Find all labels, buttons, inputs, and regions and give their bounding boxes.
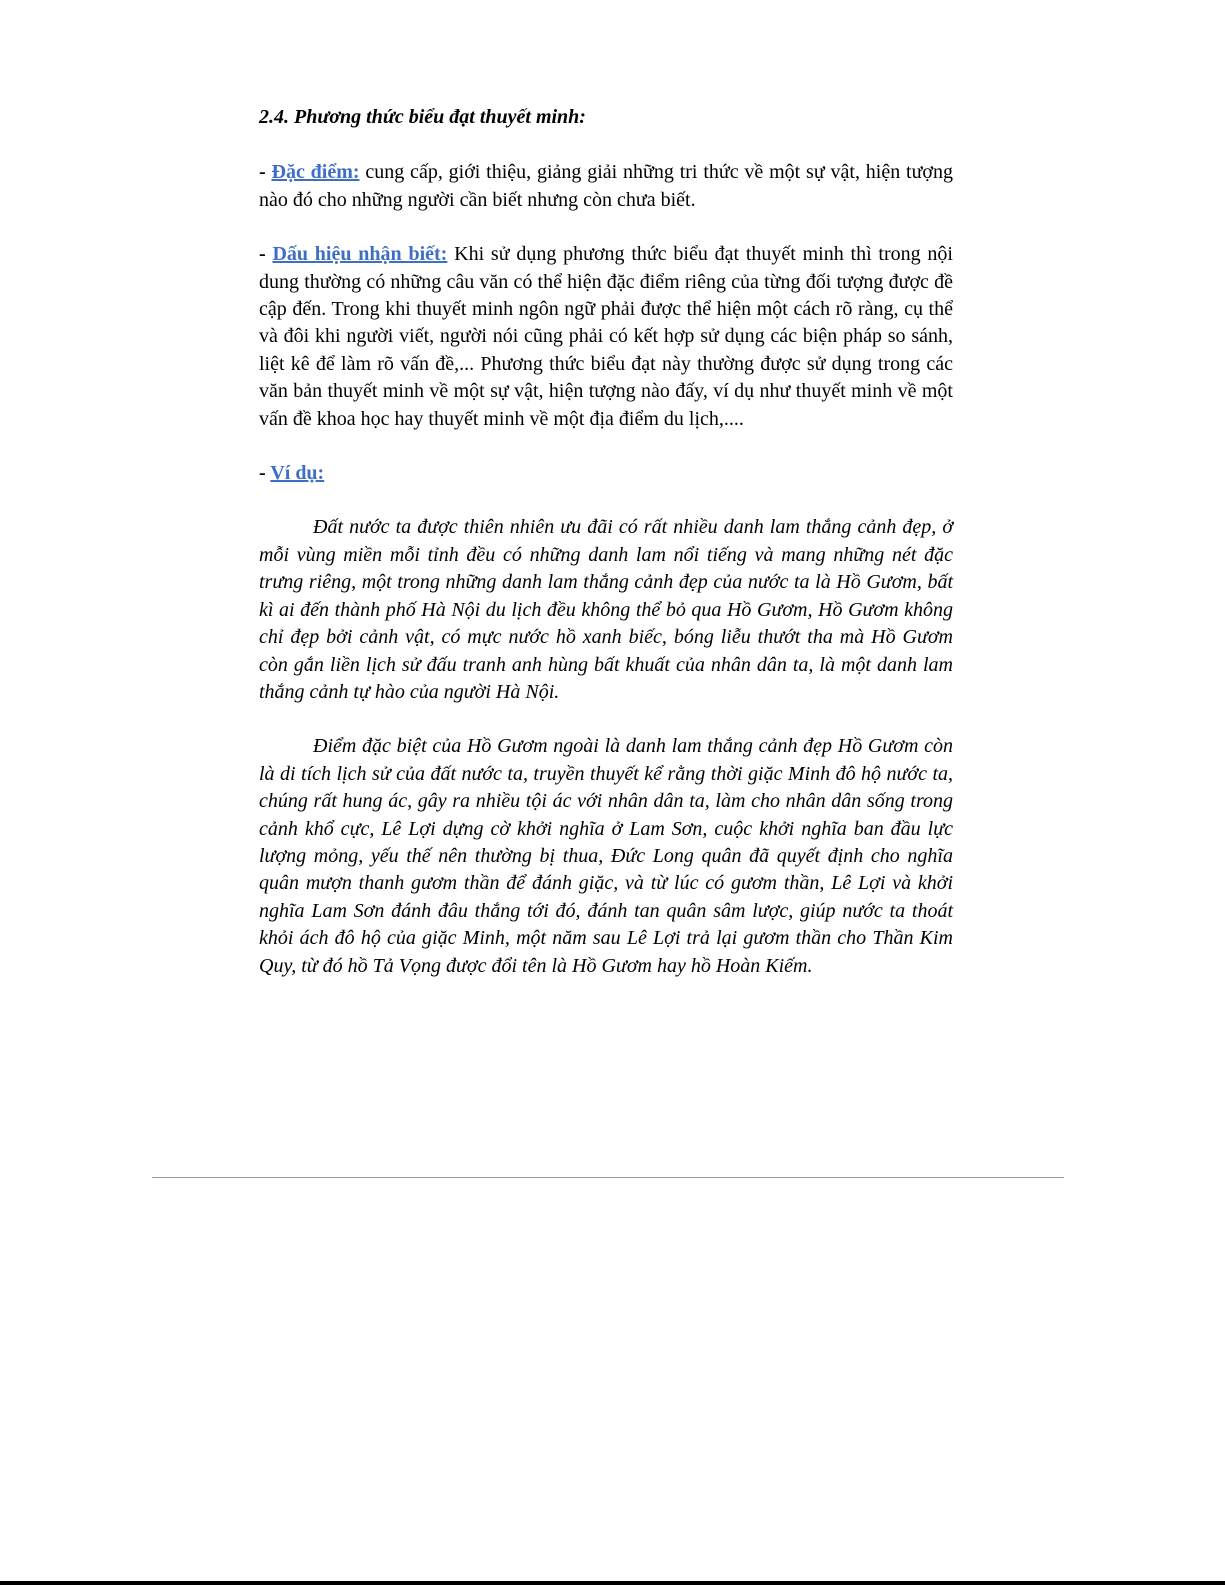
- bottom-edge-rule: [0, 1581, 1225, 1585]
- example-paragraph-1: Đất nước ta được thiên nhiên ưu đãi có rất nhiều danh lam thắng cảnh đẹp, ở mỗi vùng miền mỗi tỉnh đều có những danh lam nổi tiếng và mang những nét đặc trưng riêng, một trong những danh lam thắng cảnh đẹp của nước ta là Hồ Gươm, bất kì ai đến thành phố Hà Nội du lịch đều không thể bỏ qua Hồ Gươm, Hồ Gươm không chỉ đẹp bởi cảnh vật, có mực nước hồ xanh biếc, bóng liễu thướt tha mà Hồ Gươm còn gắn liền lịch sử đấu tranh anh hùng bất khuất của nhân dân ta, là một danh lam thắng cảnh tự hào của người Hà Nội.: [259, 516, 953, 703]
- signs-label-link[interactable]: Dấu hiệu nhận biết:: [272, 243, 448, 266]
- page-divider: [152, 1177, 1064, 1178]
- document-body: [259, 104, 953, 1007]
- example-paragraph-2: Điểm đặc biệt của Hồ Gươm ngoài là danh lam thắng cảnh đẹp Hồ Gươm còn là di tích lịch sử của đất nước ta, truyền thuyết kể rằng thời giặc Minh đô hộ nước ta, chúng rất hung ác, gây ra nhiều tội ác với nhân dân ta, làm cho nhân dân sống trong cảnh khổ cực, Lê Lợi dựng cờ khởi nghĩa ở Lam Sơn, cuộc khởi nghĩa ban đầu lực lượng mỏng, yếu thế nên thường bị thua, Đức Long quân đã quyết định cho nghĩa quân mượn thanh gươm thần để đánh giặc, và từ lúc có gươm thần, Lê Lợi và khởi nghĩa Lam Sơn đánh đâu thắng tới đó, đánh tan quân sâm lược, giúp nước ta thoát khỏi ách đô hộ của giặc Minh, một năm sau Lê Lợi trả lại gươm thần cho Thần Kim Quy, từ đó hồ Tả Vọng được đổi tên là Hồ Gươm hay hồ Hoàn Kiếm.: [259, 735, 953, 977]
- features-dash: -: [259, 161, 272, 184]
- features-label-link[interactable]: Đặc điểm:: [271, 161, 360, 184]
- signs-text: Khi sử dụng phương thức biểu đạt thuyết minh thì trong nội dung thường có những câu văn có thể hiện đặc điểm riêng của từng đối tượng được đề cập đến. Trong khi thuyết minh ngôn ngữ phải được thể hiện một cách rõ ràng, cụ thể và đôi khi người viết, người nói cũng phải có kết hợp sử dụng các biện pháp so sánh, liệt kê để làm rõ vấn đề,... Phương thức biểu đạt này thường được sử dụng trong các văn bản thuyết minh về một sự vật, hiện tượng nào đấy, ví dụ như thuyết minh về một vấn đề khoa học hay thuyết minh về một địa điểm du lịch,....: [259, 243, 953, 430]
- signs-paragraph: [259, 241, 953, 433]
- features-paragraph: [259, 159, 953, 214]
- example-dash: -: [259, 462, 271, 485]
- example-label-link[interactable]: Ví dụ:: [270, 462, 325, 485]
- signs-dash: -: [259, 243, 273, 266]
- features-text: cung cấp, giới thiệu, giảng giải những tri thức về một sự vật, hiện tượng nào đó cho những người cần biết nhưng còn chưa biết.: [259, 161, 953, 211]
- example-heading: [259, 460, 953, 487]
- section-heading: 2.4. Phương thức biểu đạt thuyết minh:: [259, 106, 586, 128]
